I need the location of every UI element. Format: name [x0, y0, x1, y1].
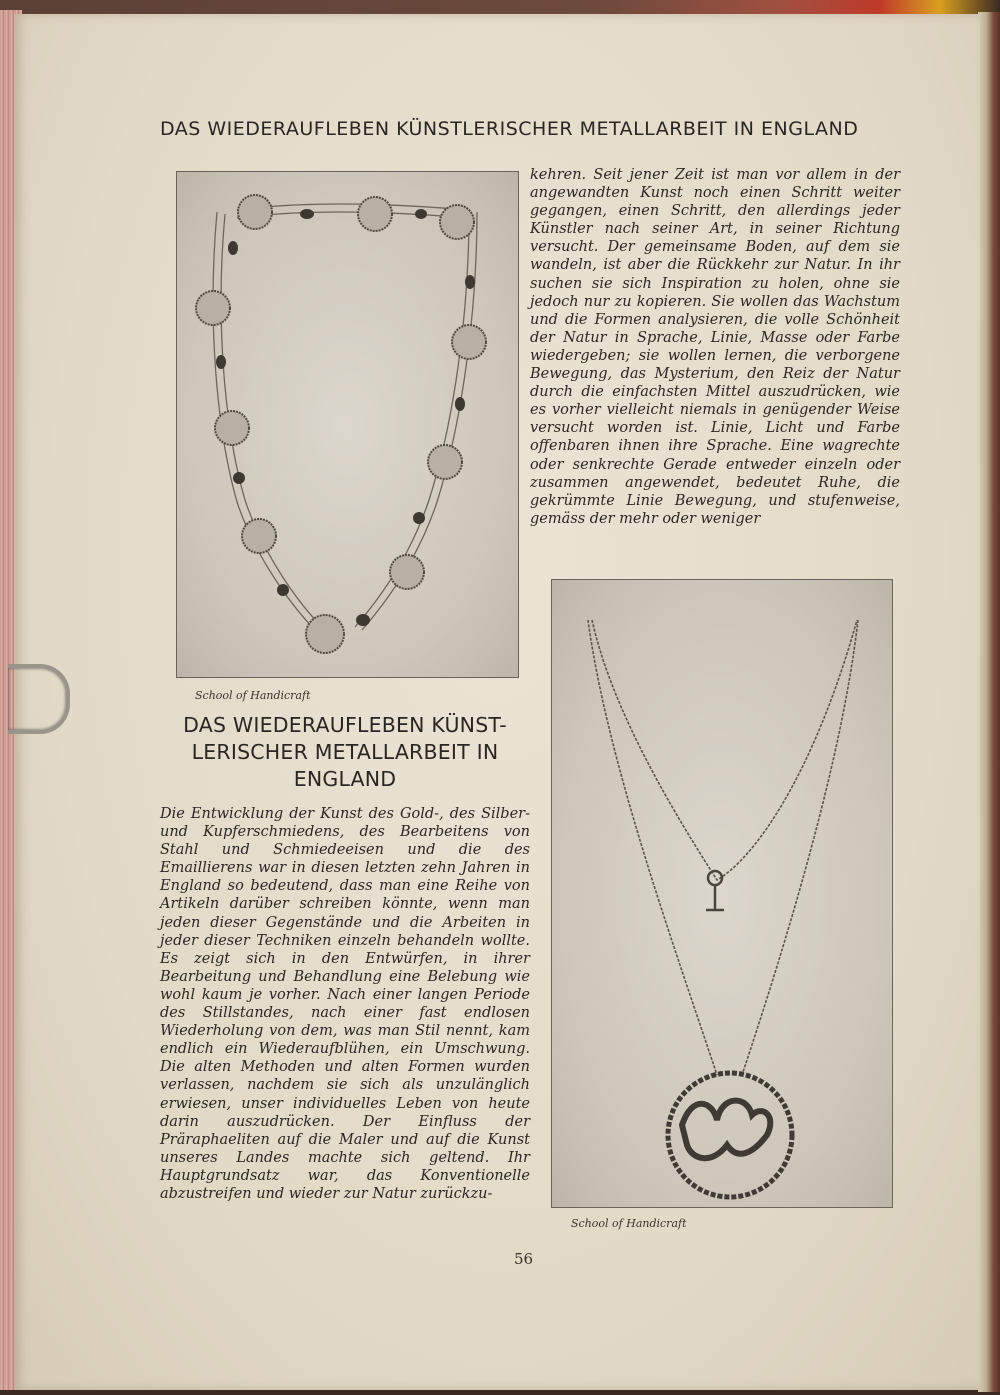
running-head: DAS WIEDERAUFLEBEN KÜNSTLERISCHER METALLARBEIT IN ENGLAND: [160, 118, 859, 140]
pendant-illustration: [552, 580, 892, 1207]
left-column-text: Die Entwicklung der Kunst des Gold-, des Silber- und Kupferschmiedens, des Bearbeitens von Stahl und Schmiedeeisen und die des Emaillierens war in diesen letzten zehn Jahren in England so bedeutend, dass man eine Reihe von Artikeln darüber schreiben könnte, wenn man jeden dieser Gegenstände und die Arbeiten in jeder dieser Techniken einzeln behandeln wollte. Es zeigt sich in den Entwürfen, in ihrer Bearbeitung und Behandlung eine Belebung wie wohl kaum je vorher. Nach einer langen Periode des Stillstandes, nach einer fast endlosen Wiederholung von dem, was man Stil nennt, kam endlich ein Wiederaufblühen, ein Umschwung. Die alten Methoden und alten Formen wurden verlassen, nachdem sie sich als unzulänglich erwiesen, unser individuelles Leben von heute darin auszudrücken. Der Einfluss der Präraphaeliten auf die Maler und auf die Kunst unseres Landes machte sich geltend. Ihr Hauptgrundsatz war, das Konventionelle abzustreifen und wieder zur Natur zurückzu-: [160, 806, 530, 1202]
page-number: 56: [514, 1250, 534, 1268]
necklace-illustration: [177, 172, 518, 677]
figure-caption-top: School of Handicraft: [195, 689, 311, 702]
right-column-text: kehren. Seit jener Zeit ist man vor allem in der angewandten Kunst noch einen Schritt weiter gegangen, einen Schritt, den allerdings jeder Künstler nach seiner Art, in seiner Richtung versucht. Der gemeinsame Boden, auf dem sie wandeln, ist aber die Rückkehr zur Natur. In ihr suchen sie sich Inspiration zu holen, ohne sie jedoch nur zu kopieren. Sie wollen das Wachstum und die Formen analysieren, die volle Schönheit der Natur in Sprache, Linie, Masse oder Farbe wiedergeben; sie wollen lernen, die verborgene Bewegung, das Mysterium, den Reiz der Natur durch die einfachsten Mittel auszudrücken, wie es vorher vielleicht niemals in genügender Weise versucht worden ist. Linie, Licht und Farbe offenbaren ihnen ihre Sprache. Eine wagrechte oder senkrechte Gerade entweder einzeln oder zusammen angewendet, bedeutet Ruhe, die gekrümmte Linie Bewegung, und stufenweise, gemäss der mehr oder weniger: [530, 167, 900, 527]
article-title: DAS WIEDERAUFLEBEN KÜNST- LERISCHER METALLARBEIT IN ENGLAND: [183, 713, 507, 791]
paper-clip: [8, 664, 70, 734]
necklace-photo: [176, 171, 519, 678]
pendant-photo: [551, 579, 893, 1208]
binding-edge: [978, 12, 1000, 1392]
figure-caption-bottom: School of Handicraft: [571, 1217, 687, 1230]
